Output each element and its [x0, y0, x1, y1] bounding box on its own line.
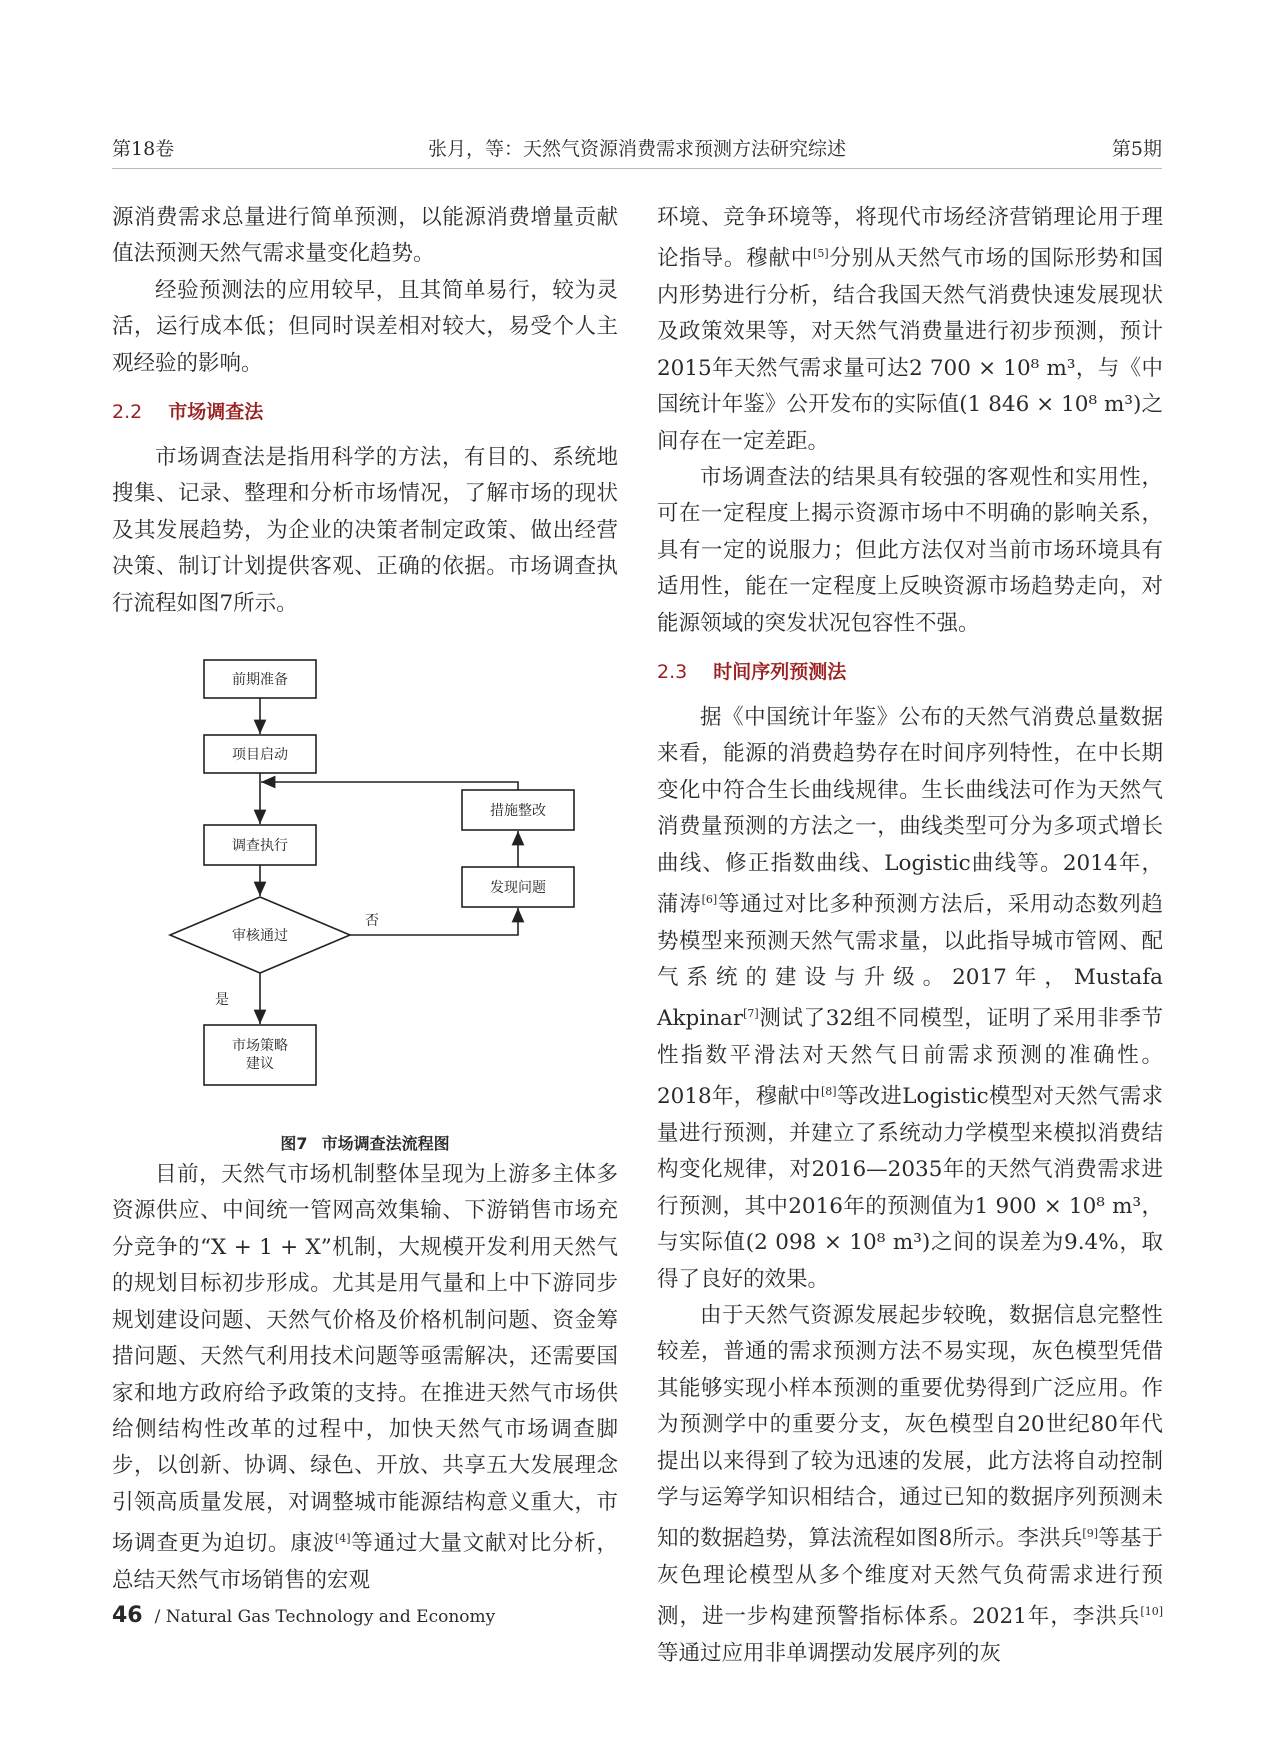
citation: [8] [820, 1085, 837, 1099]
node-start-label: 项目启动 [232, 747, 288, 764]
figure-7-flowchart [112, 642, 618, 1157]
node-strategy-label-2: 建议 [246, 1056, 274, 1073]
paragraph [657, 700, 1163, 1298]
section-title: 市场调查法 [168, 401, 264, 424]
text-run: 等基于灰色理论模型从多个维度对天然气负荷需求进行预测，进一步构建预警指标体系。2021年，李洪兵 [657, 1526, 1163, 1630]
section-number: 2.2 [112, 401, 143, 424]
section-heading-2-2 [112, 394, 618, 430]
citation: [7] [743, 1007, 759, 1021]
right-column [657, 200, 1163, 1672]
paragraph [657, 1298, 1163, 1672]
citation: [6] [701, 893, 718, 907]
page-number: 46 [112, 1603, 143, 1628]
page-footer [112, 1603, 495, 1628]
yes-label: 是 [215, 992, 229, 1009]
text-run: 等通过大量文献对比分析，总结天然气市场销售的宏观 [112, 1531, 618, 1593]
section-heading-2-3 [657, 654, 1163, 690]
figure-number: 图7 [280, 1134, 308, 1154]
running-title: 张月，等：天然气资源消费需求预测方法研究综述 [427, 138, 846, 160]
paragraph: 经验预测法的应用较早，且其简单易行，较为灵活，运行成本低；但同时误差相对较大，易受个人主观经验的影响。 [112, 277, 618, 376]
flowchart-svg [112, 642, 618, 1112]
section-title: 时间序列预测法 [713, 661, 847, 684]
left-column [112, 200, 618, 1599]
citation: [4] [334, 1532, 351, 1546]
no-label: 否 [365, 913, 379, 930]
paragraph: 源消费需求总量进行简单预测，以能源消费增量贡献值法预测天然气需求量变化趋势。 [112, 205, 618, 267]
paragraph [657, 200, 1163, 460]
text-run: 目前，天然气市场机制整体呈现为上游多主体多资源供应、中间统一管网高效集输、下游销售市场充分竞争的“X + 1 + X”机制，大规模开发利用天然气的规划目标初步形成。尤其是用气量和上中下游同步规划建设问题、天然气价格及价格机制问题、资金筹措问题、天然气利用技术问题等亟需解决，还需要国家和地方政府给予政策的支持。在推进天然气市场供给侧结构性改革的过程中，加快天然气市场调查脚步，以创新、协调、绿色、开放、共享五大发展理念引领高质量发展，对调整城市能源结构意义重大，市场调查更为迫切。康波 [112, 1162, 618, 1557]
text-run: 由于天然气资源发展起步较晚，数据信息完整性较差，普通的需求预测方法不易实现，灰色模型凭借其能够实现小样本预测的重要优势得到广泛应用。作为预测学中的重要分支，灰色模型自20世纪80年代提出以来得到了较为迅速的发展，此方法将自动控制学与运筹学知识相结合，通过已知的数据序列预测未知的数据趋势，算法流程如图8所示。李洪兵 [657, 1303, 1163, 1552]
text-run: 测试了32组不同模型，证明了采用非季节性指数平滑法对天然气日前需求预测的准确性。2018年，穆献中 [657, 1006, 1163, 1110]
text-run: 等通过对比多种预测方法后，采用动态数列趋势模型来预测天然气需求量，以此指导城市管网、配气系统的建设与升级。2017年，Mustafa Akpinar [657, 892, 1163, 1032]
node-review-label: 审核通过 [232, 928, 288, 945]
paragraph [112, 1157, 618, 1599]
issue-label: 第5期 [1111, 138, 1162, 160]
text-run: 据《中国统计年鉴》公布的天然气消费总量数据来看，能源的消费趋势存在时间序列特性，在中长期变化中符合生长曲线规律。生长曲线法可作为天然气消费量预测的方法之一，曲线类型可分为多项式增长曲线、修正指数曲线、Logistic曲线等。2014年，蒲涛 [657, 705, 1163, 918]
node-find-label: 发现问题 [490, 880, 546, 897]
box-strategy [204, 1025, 316, 1085]
text-run: 分别从天然气市场的国际形势和国内形势进行分析，结合我国天然气消费快速发展现状及政策效果等，对天然气消费量进行初步预测，预计2015年天然气需求量可达2 700 × 10⁸ m³，与《中国统计年鉴》公开发布的实际值(1 846 × 10⁸ m³)之间存在一定差距。 [657, 246, 1163, 454]
text-run: 等改进Logistic模型对天然气需求量进行预测，并建立了系统动力学模型来模拟消费结构变化规律，对2016—2035年的天然气消费需求进行预测，其中2016年的预测值为1 900 × 10⁸ m³，与实际值(2 098 × 10⁸ m³)之间的误差为9.4%，取得了良好的效果。 [657, 1084, 1164, 1292]
volume-label: 第18卷 [112, 138, 175, 160]
journal-name: / Natural Gas Technology and Economy [154, 1607, 496, 1627]
node-strategy-label-1: 市场策略 [232, 1038, 288, 1055]
citation: [9] [1082, 1527, 1098, 1541]
arrow-fix-loop [261, 782, 518, 790]
running-header [112, 134, 1162, 169]
citation: [5] [813, 247, 829, 261]
paragraph: 市场调查法是指用科学的方法，有目的、系统地搜集、记录、整理和分析市场情况，了解市场的现状及其发展趋势，为企业的决策者制定政策、做出经营决策、制订计划提供客观、正确的依据。市场调查执行流程如图7所示。 [112, 445, 618, 616]
node-exec-label: 调查执行 [232, 838, 288, 855]
section-number: 2.3 [657, 661, 688, 684]
node-prep-label: 前期准备 [232, 672, 288, 689]
paragraph: 市场调查法的结果具有较强的客观性和实用性，可在一定程度上揭示资源市场中不明确的影响关系，具有一定的说服力；但此方法仅对当前市场环境具有适用性，能在一定程度上反映资源市场趋势走向，对能源领域的突发状况包容性不强。 [657, 465, 1163, 636]
citation: [10] [1140, 1605, 1163, 1619]
figure-caption [112, 1126, 618, 1162]
node-fix-label: 措施整改 [490, 803, 546, 820]
text-run: 环境、竞争环境等，将现代市场经济营销理论用于理论指导。穆献中 [657, 205, 1163, 272]
figure-title: 市场调查法流程图 [321, 1134, 450, 1154]
text-run: 等通过应用非单调摆动发展序列的灰 [657, 1640, 1002, 1666]
